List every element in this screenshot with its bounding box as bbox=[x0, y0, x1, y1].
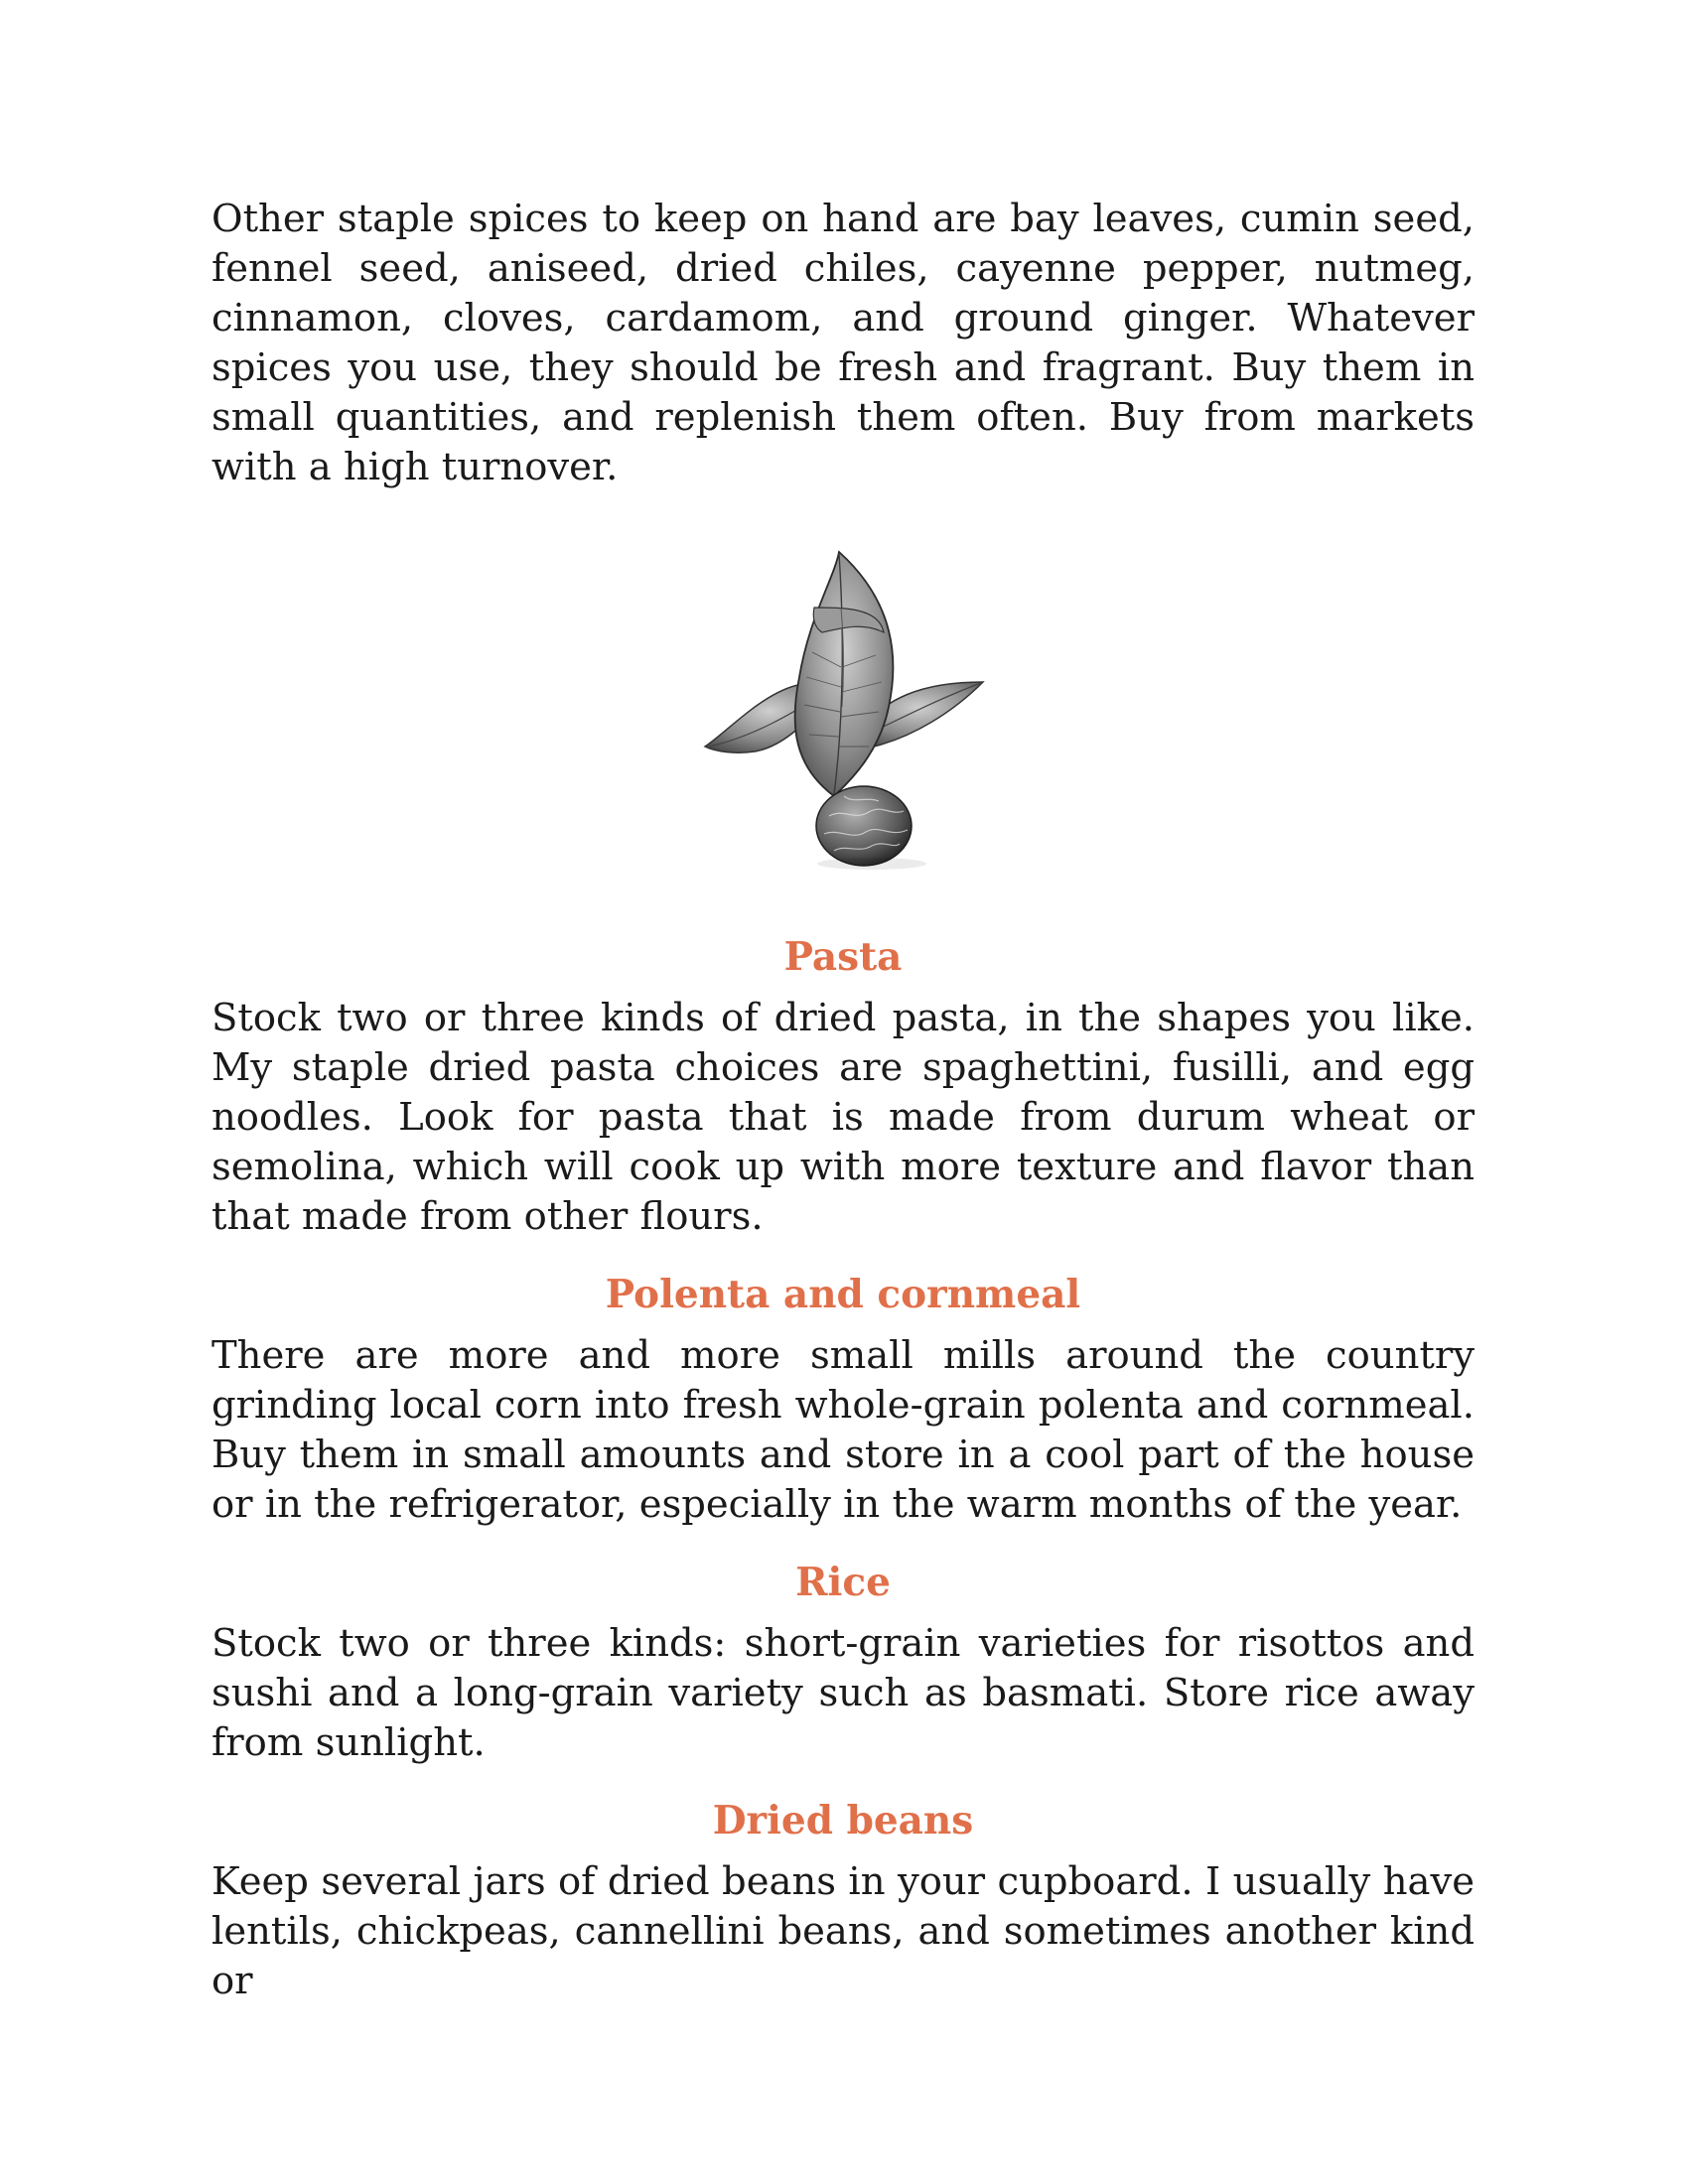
document-page bbox=[211, 195, 1475, 2006]
section-heading-pasta: Pasta bbox=[783, 934, 903, 980]
section-heading-rice: Rice bbox=[795, 1560, 891, 1605]
bay-leaves-and-nutmeg-icon bbox=[695, 548, 993, 876]
section-body-dried-beans: Keep several jars of dried beans in your cupboard. I usually have lentils, chickpeas, cannellini beans, and sometimes another kind or bbox=[211, 1859, 1475, 2003]
intro-paragraph: Other staple spices to keep on hand are bay leaves, cumin seed, fennel seed, aniseed, dried chiles, cayenne pepper, nutmeg, cinnamon, cloves, cardamom, and ground ginger. Whatever spices you use, they should be fresh and fragrant. Buy them in small quantities, and replenish them often. Buy from markets with a high turnover. bbox=[211, 197, 1475, 489]
section-body-pasta: Stock two or three kinds of dried pasta, in the shapes you like. My staple dried pasta choices are spaghettini, fusilli, and egg noodles. Look for pasta that is made from durum wheat or semolina, which will cook up with more texture and flavor than that made from other flours. bbox=[211, 996, 1475, 1239]
section-body-polenta: There are more and more small mills around the country grinding local corn into fresh whole-grain polenta and cornmeal. Buy them in small amounts and store in a cool part of the house or in the refrigerator, especially in the warm months of the year. bbox=[211, 1333, 1475, 1527]
illustration-figure bbox=[211, 548, 1475, 876]
section-body-rice: Stock two or three kinds: short-grain varieties for risottos and sushi and a long-grain variety such as basmati. Store rice away from sunlight. bbox=[211, 1621, 1475, 1765]
section-heading-polenta: Polenta and cornmeal bbox=[605, 1272, 1081, 1317]
section-heading-dried-beans: Dried beans bbox=[712, 1798, 974, 1843]
